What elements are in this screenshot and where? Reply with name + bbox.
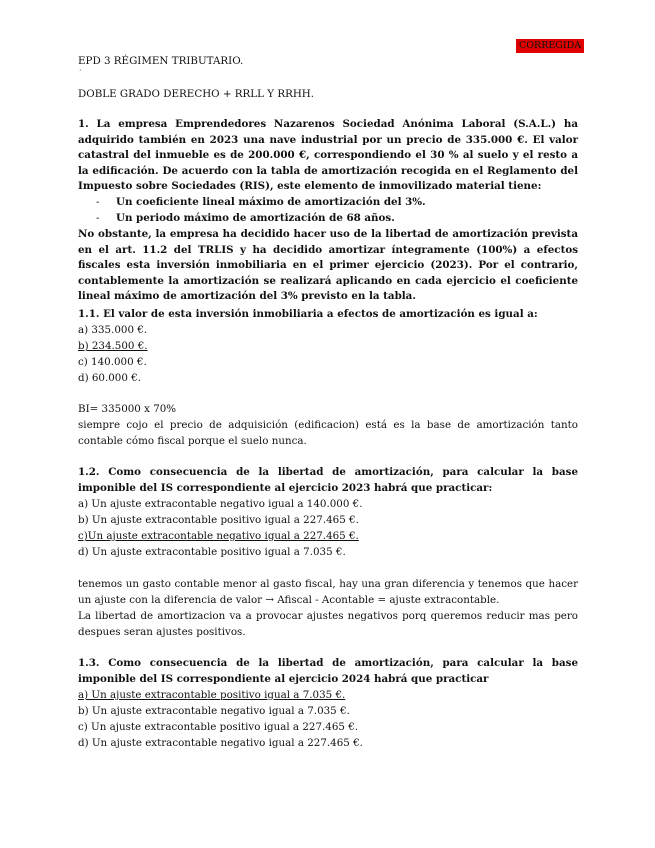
q11-option-b — [78, 339, 578, 355]
q12-option-c — [78, 529, 578, 545]
q1-intro: 1. La empresa Emprendedores Nazarenos Sociedad Anónima Laboral (S.A.L.) ha adquirido también en 2023 una nave industrial por un precio de 335.000 €. El valor catastral del inmueble es de 200.000 €, correspondiendo el 30 % al suelo y el resto a la edificación. De acuerdo con la tabla de amortización recogida en el Reglamento del Impuesto sobre Sociedades (RIS), este elemento de inmovilizado material tiene: — [78, 118, 578, 193]
q12-note-2: La libertad de amortizacion va a provocar ajustes negativos porq queremos reducir mas pero despues seran ajustes positivos. — [78, 610, 578, 638]
corrected-badge: CORREGIDA — [516, 39, 584, 53]
q13-option-c: c) Un ajuste extracontable positivo igual a 227.465 €. — [78, 721, 359, 733]
q12-note-1: tenemos un gasto contable menor al gasto fiscal, hay una gran diferencia y tenemos que hacer un ajuste con la diferencia de valor → Afiscal - Acontable = ajuste extracontable. — [78, 578, 578, 606]
q11-option-a: a) 335.000 €. — [78, 324, 148, 336]
q1-bullet: - Un periodo máximo de amortización de 68 años. — [96, 211, 576, 227]
q13-option-d: d) Un ajuste extracontable negativo igual a 227.465 €. — [78, 737, 363, 749]
header-degree: DOBLE GRADO DERECHO + RRLL Y RRHH. — [78, 88, 315, 100]
q12-option-a: a) Un ajuste extracontable negativo igual a 140.000 €. — [78, 498, 363, 510]
q1-bullet: - Un coeficiente lineal máximo de amortización del 3%. — [96, 195, 576, 211]
q12-option-b: b) Un ajuste extracontable positivo igual a 227.465 €. — [78, 514, 359, 526]
q1-continuation: No obstante, la empresa ha decidido hacer uso de la libertad de amortización prevista en el art. 11.2 del TRLIS y ha decidido amortizar íntegramente (100%) a efectos fiscales esta inversión inmobiliaria en el primer ejercicio (2023). Por el contrario, contablemente la amortización se realizará aplicando en cada ejercicio el coeficiente lineal máximo de amortización del 3% previsto en la tabla. — [78, 228, 578, 303]
q11-option-d: d) 60.000 €. — [78, 372, 142, 384]
q12-option-d: d) Un ajuste extracontable positivo igual a 7.035 €. — [78, 546, 346, 558]
q11-question: 1.1. El valor de esta inversión inmobiliaria a efectos de amortización es igual a: — [78, 308, 538, 320]
q11-option-c: c) 140.000 €. — [78, 356, 147, 368]
q13-option-a-text: a) Un ajuste extracontable positivo igual a 7.035 €. — [78, 689, 346, 701]
q13-option-a — [78, 688, 578, 704]
q11-note-text: siempre cojo el precio de adquisición (edificacion) está es la base de amortización tanto contable cómo fiscal porque el suelo nunca. — [78, 419, 578, 447]
q11-option-b-text: b) 234.500 €. — [78, 340, 148, 352]
q13-option-b: b) Un ajuste extracontable negativo igual a 7.035 €. — [78, 705, 350, 717]
header-mark: · — [79, 66, 82, 75]
q12-question: 1.2. Como consecuencia de la libertad de amortización, para calcular la base imponible del IS correspondiente al ejercicio 2023 habrá que practicar: — [78, 466, 578, 494]
q1-bullets — [96, 195, 576, 226]
header-title: EPD 3 RÉGIMEN TRIBUTARIO. — [78, 55, 244, 67]
q12-option-c-text: c)Un ajuste extracontable negativo igual a 227.465 €. — [78, 530, 359, 542]
q11-note-formula: BI= 335000 x 70% — [78, 403, 177, 415]
q13-question: 1.3. Como consecuencia de la libertad de amortización, para calcular la base imponible del IS correspondiente al ejercicio 2024 habrá que practicar — [78, 657, 578, 685]
